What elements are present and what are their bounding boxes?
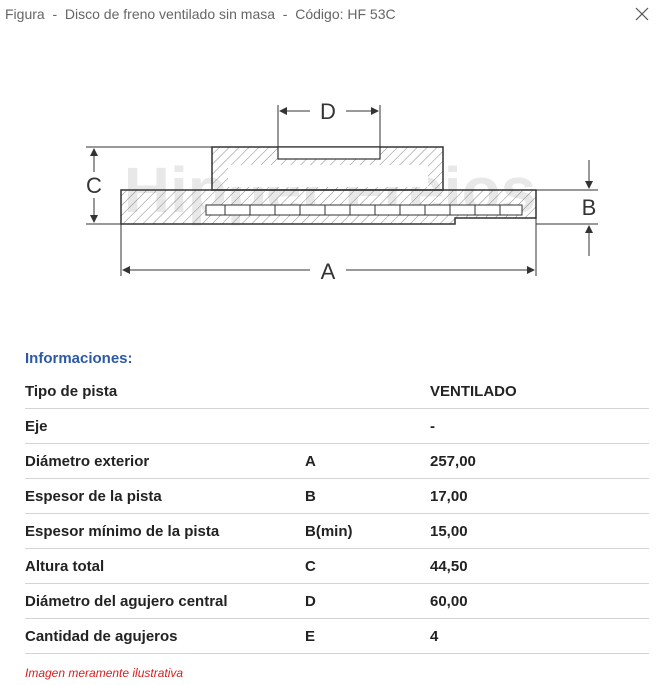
- row-value: 60,00: [430, 584, 649, 619]
- row-code: D: [305, 584, 430, 619]
- label-a: A: [320, 259, 336, 284]
- row-value: 44,50: [430, 549, 649, 584]
- window-title: Figura - Disco de freno ventilado sin masa - Código: HF 53C: [5, 6, 396, 22]
- row-code: [305, 374, 430, 409]
- table-row: [25, 479, 649, 514]
- label-c: C: [86, 173, 102, 198]
- row-code: B(min): [305, 514, 430, 549]
- row-value: 257,00: [430, 444, 649, 479]
- row-name: Cantidad de agujeros: [25, 619, 305, 654]
- row-name: Tipo de pista: [25, 374, 305, 409]
- row-code: A: [305, 444, 430, 479]
- table-row: [25, 619, 649, 654]
- info-title: Informaciones:: [25, 350, 133, 367]
- table-row: [25, 374, 649, 409]
- title-bar: [0, 0, 662, 30]
- row-name: Eje: [25, 409, 305, 444]
- table-row: [25, 514, 649, 549]
- table-row: [25, 549, 649, 584]
- row-value: 4: [430, 619, 649, 654]
- table-row: [25, 584, 649, 619]
- row-value: 15,00: [430, 514, 649, 549]
- row-value: VENTILADO: [430, 374, 649, 409]
- disclaimer-note: Imagen meramente ilustrativa: [25, 666, 184, 680]
- row-value: -: [430, 409, 649, 444]
- close-icon[interactable]: [632, 4, 652, 24]
- row-code: [305, 409, 430, 444]
- info-table: [25, 374, 649, 654]
- center-bore: [278, 147, 380, 159]
- row-code: B: [305, 479, 430, 514]
- table-row: [25, 409, 649, 444]
- row-name: Espesor de la pista: [25, 479, 305, 514]
- label-b: B: [581, 195, 597, 220]
- brake-disc-figure: [0, 60, 662, 310]
- row-code: C: [305, 549, 430, 584]
- row-name: Altura total: [25, 549, 305, 584]
- label-d: D: [320, 99, 336, 124]
- table-row: [25, 444, 649, 479]
- row-name: Diámetro exterior: [25, 444, 305, 479]
- row-name: Diámetro del agujero central: [25, 584, 305, 619]
- row-value: 17,00: [430, 479, 649, 514]
- row-name: Espesor mínimo de la pista: [25, 514, 305, 549]
- row-code: E: [305, 619, 430, 654]
